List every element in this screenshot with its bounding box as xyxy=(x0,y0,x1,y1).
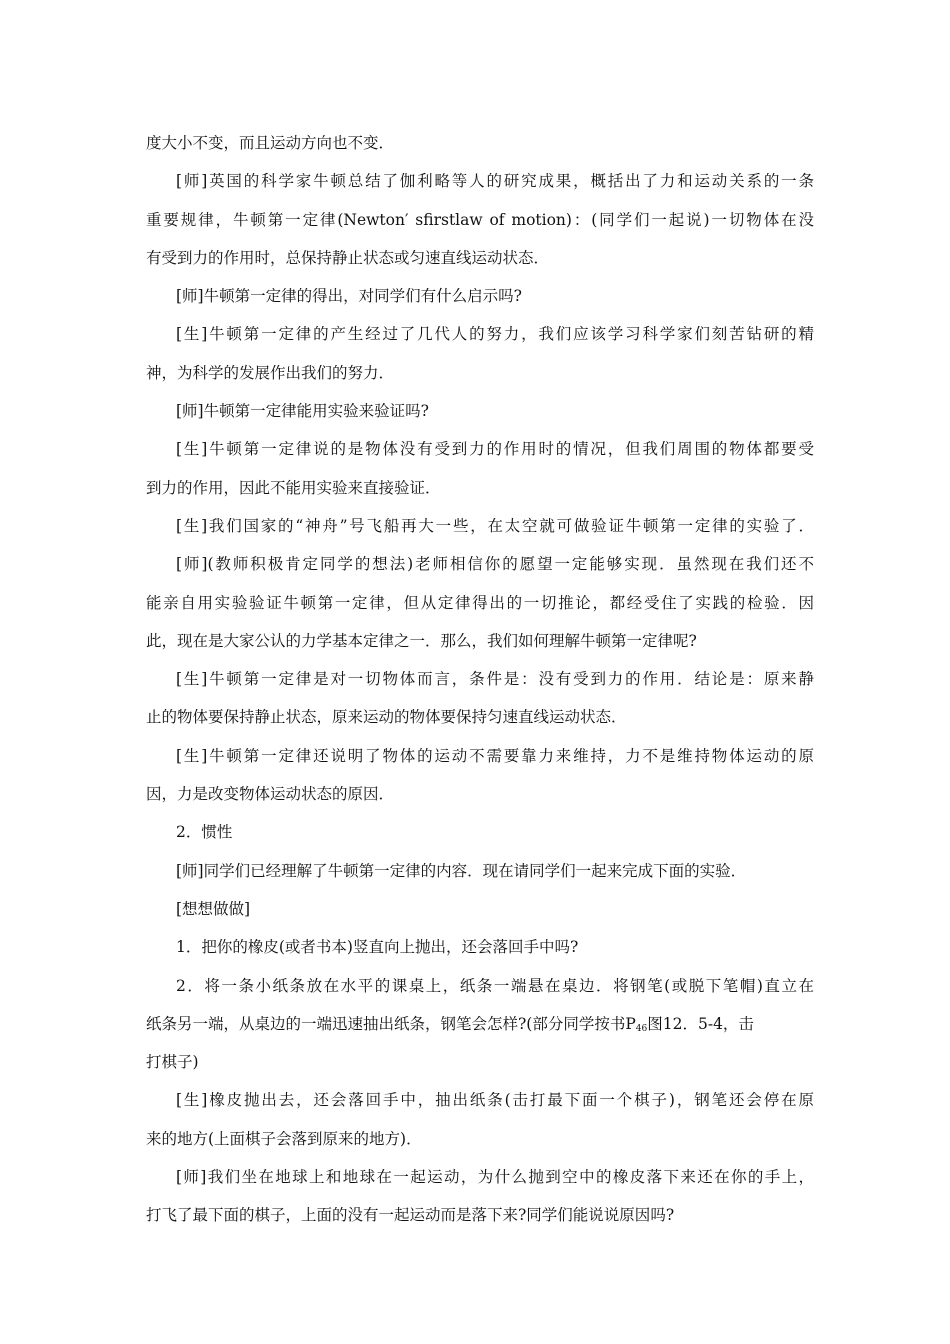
page-subscript: 46 xyxy=(635,1023,648,1034)
text-line: [师]牛顿第一定律的得出，对同学们有什么启示吗? xyxy=(176,287,522,306)
text-line: 此，现在是大家公认的力学基本定律之一．那么，我们如何理解牛顿第一定律呢? xyxy=(146,631,697,650)
text-line: [师]牛顿第一定律能用实验来验证吗? xyxy=(176,402,429,421)
text-line: [师](教师积极肯定同学的想法)老师相信你的愿望一定能够实现．虽然现在我们还不 xyxy=(176,555,814,574)
text-line: 有受到力的作用时，总保持静止状态或匀速直线运动状态． xyxy=(146,248,550,267)
text-line xyxy=(146,1005,814,1043)
text-line: [生]橡皮抛出去，还会落回手中，抽出纸条(击打最下面一个棋子)，钢笔还会停在原 xyxy=(176,1091,814,1110)
text-line: 1．把你的橡皮(或者书本)竖直向上抛出，还会落回手中吗? xyxy=(176,938,579,957)
body-text xyxy=(146,124,814,1235)
text-line: 打棋子) xyxy=(146,1053,199,1072)
text-segment: 纸条另一端，从桌边的一端迅速抽出纸条，钢笔会怎样?(部分同学按书P xyxy=(146,1014,636,1033)
text-line: 到力的作用，因此不能用实验来直接验证． xyxy=(146,478,441,497)
text-line: 因，力是改变物体运动状态的原因． xyxy=(146,785,395,804)
text-line: [师]英国的科学家牛顿总结了伽利略等人的研究成果，概括出了力和运动关系的一条 xyxy=(176,172,814,191)
text-segment: 图12．5-4，击 xyxy=(647,1014,754,1033)
text-line: [生]牛顿第一定律说的是物体没有受到力的作用时的情况，但我们周围的物体都要受 xyxy=(176,440,814,459)
section-heading: 2．惯性 xyxy=(176,823,233,842)
text-line: [生]牛顿第一定律的产生经过了几代人的努力，我们应该学习科学家们刻苦钻研的精 xyxy=(176,325,814,344)
text-line: [生]我们国家的“神舟”号飞船再大一些，在太空就可做验证牛顿第一定律的实验了． xyxy=(176,516,814,535)
text-line: 止的物体要保持静止状态，原来运动的物体要保持匀速直线运动状态． xyxy=(146,708,627,727)
text-line: [生]牛顿第一定律是对一切物体而言，条件是：没有受到力的作用．结论是：原来静 xyxy=(176,670,814,689)
text-line: 打飞了最下面的棋子，上面的没有一起运动而是落下来?同学们能说说原因吗? xyxy=(146,1206,675,1225)
text-line: 来的地方(上面棋子会落到原来的地方)． xyxy=(146,1129,422,1148)
text-line: [师]我们坐在地球上和地球在一起运动，为什么抛到空中的橡皮落下来还在你的手上， xyxy=(176,1168,814,1187)
text-line: [想想做做] xyxy=(176,899,251,918)
text-line: 能亲自用实验验证牛顿第一定律，但从定律得出的一切推论，都经受住了实践的检验．因 xyxy=(146,593,814,612)
text-line: 2．将一条小纸条放在水平的课桌上，纸条一端悬在桌边．将钢笔(或脱下笔帽)直立在 xyxy=(176,976,814,995)
text-line: [师]同学们已经理解了牛顿第一定律的内容．现在请同学们一起来完成下面的实验． xyxy=(176,861,747,880)
text-line: [生]牛顿第一定律还说明了物体的运动不需要靠力来维持，力不是维持物体运动的原 xyxy=(176,746,814,765)
text-line: 度大小不变，而且运动方向也不变． xyxy=(146,134,395,152)
text-line: 重要规律，牛顿第一定律(Newton′ sfirstlaw of motion)：(同学们一起说)一切物体在没 xyxy=(146,210,814,229)
text-line: 神，为科学的发展作出我们的努力． xyxy=(146,363,395,382)
